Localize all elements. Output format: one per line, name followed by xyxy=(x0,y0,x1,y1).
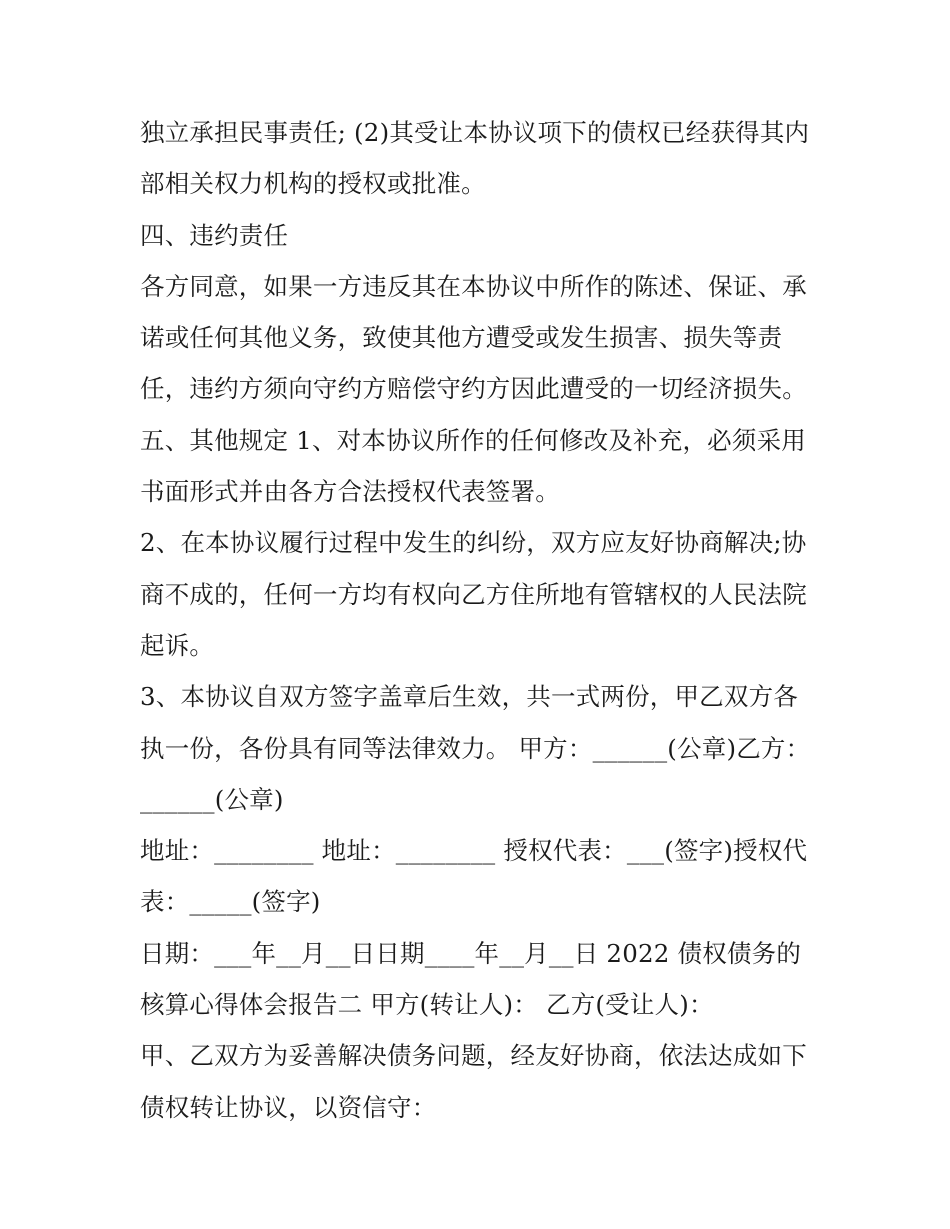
text-line: 诺或任何其他义务，致使其他方遭受或发生损害、损失等责 xyxy=(140,323,783,353)
text-line: 任，违约方须向守约方赔偿守约方因此遭受的一切经济损失。 xyxy=(140,374,807,404)
text-line: 甲、乙双方为妥善解决债务问题，经友好协商，依法达成如下 xyxy=(140,1041,807,1071)
address-line: 地址：________ 地址：________ 授权代表：___(签字)授权代 xyxy=(140,836,808,866)
text-line: 执一份，各份具有同等法律效力。 甲方：______(公章)乙方： xyxy=(140,733,811,763)
text-line: 各方同意，如果一方违反其在本协议中所作的陈述、保证、承 xyxy=(140,271,807,301)
text-line: 起诉。 xyxy=(140,630,215,660)
signature-line: 表：_____(签字) xyxy=(140,887,321,917)
signature-line: ______(公章) xyxy=(140,784,284,814)
text-line: 书面形式并由各方合法授权代表签署。 xyxy=(140,477,560,507)
date-line: 日期：___年__月__日日期____年__月__日 2022 债权债务的 xyxy=(140,938,802,968)
text-line: 债权转让协议，以资信守： xyxy=(140,1092,437,1122)
text-line: 商不成的，任何一方均有权向乙方住所地有管辖权的人民法院 xyxy=(140,579,807,609)
text-line: 核算心得体会报告二 甲方(转让人)： 乙方(受让人)： xyxy=(140,990,714,1020)
document-body xyxy=(140,107,830,1133)
text-line: 3、本协议自双方签字盖章后生效，共一式两份，甲乙双方各 xyxy=(140,682,798,712)
text-line: 独立承担民事责任; (2)其受让本协议项下的债权已经获得其内 xyxy=(140,118,810,147)
text-line: 2、在本协议履行过程中发生的纠纷，双方应友好协商解决;协 xyxy=(140,528,807,558)
section-heading: 四、违约责任 xyxy=(140,220,289,250)
text-line: 五、其他规定 1、对本协议所作的任何修改及补充，必须采用 xyxy=(140,425,806,455)
text-line: 部相关权力机构的授权或批准。 xyxy=(140,169,486,199)
